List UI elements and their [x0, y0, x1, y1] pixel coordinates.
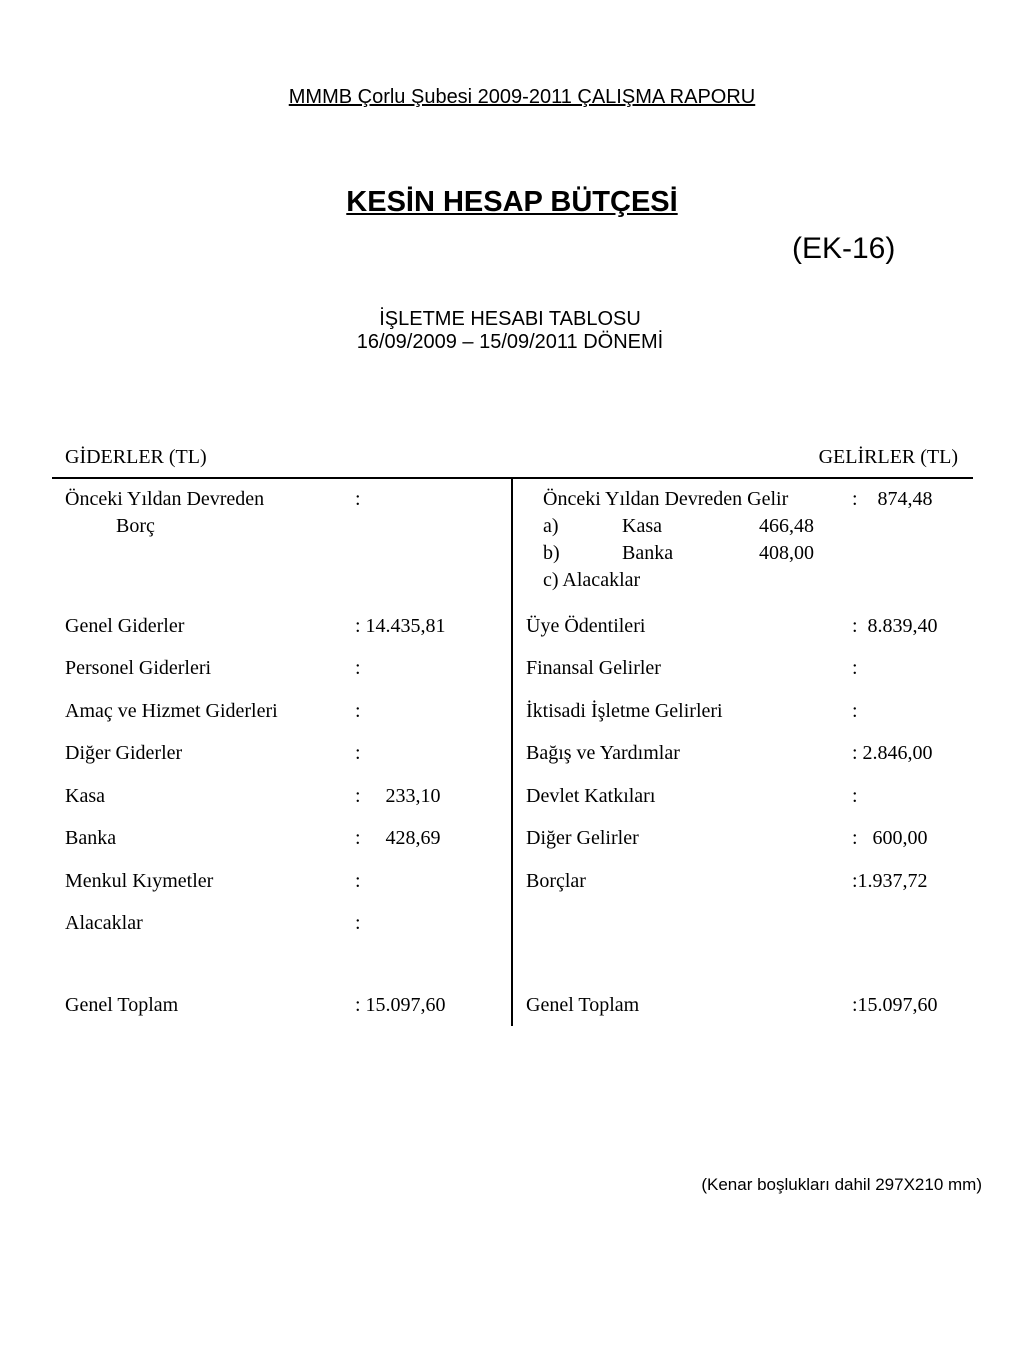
income-sub-letter: a) — [543, 515, 559, 537]
expense-row-value: : — [355, 870, 361, 892]
income-row-label: İktisadi İşletme Gelirleri — [526, 700, 723, 722]
expense-row-label: Alacaklar — [65, 912, 143, 934]
expense-carry-over-value: : — [355, 488, 361, 510]
expense-row-value: : — [355, 742, 361, 764]
expense-row-label: Amaç ve Hizmet Giderleri — [65, 700, 278, 722]
income-row-label: Devlet Katkıları — [526, 785, 656, 807]
income-sub-letter: b) — [543, 542, 560, 564]
income-total-value: :15.097,60 — [852, 994, 938, 1016]
expense-total-value: : 15.097,60 — [355, 994, 446, 1016]
income-row-value: : 2.846,00 — [852, 742, 933, 764]
table-period: 16/09/2009 – 15/09/2011 DÖNEMİ — [356, 331, 664, 353]
income-row-value: : — [852, 785, 858, 807]
income-row-label: Finansal Gelirler — [526, 657, 661, 679]
expense-row-value: : — [355, 700, 361, 722]
expense-row-value: : — [355, 912, 361, 934]
income-row-label: Üye Ödentileri — [526, 615, 646, 637]
expense-row-value: : 233,10 — [355, 785, 441, 807]
expense-row-value: : 14.435,81 — [355, 615, 446, 637]
expense-row-label: Diğer Giderler — [65, 742, 183, 764]
income-carry-over-label: Önceki Yıldan Devreden Gelir — [543, 488, 789, 510]
expense-row-label: Menkul Kıymetler — [65, 870, 214, 892]
income-heading: GELİRLER (TL) — [818, 446, 958, 468]
income-carry-over-value: : 874,48 — [852, 488, 933, 510]
income-sub-text: c) Alacaklar — [543, 569, 641, 591]
income-total-label: Genel Toplam — [526, 994, 640, 1016]
income-row-label: Borçlar — [526, 870, 586, 892]
income-row-value: : 8.839,40 — [852, 615, 938, 637]
income-row-value: : — [852, 700, 858, 722]
expense-row-label: Kasa — [65, 785, 105, 807]
income-row-value: : 600,00 — [852, 827, 928, 849]
footer-note: (Kenar boşlukları dahil 297X210 mm) — [701, 1175, 982, 1194]
expense-row-value: : — [355, 657, 361, 679]
annex-label: (EK-16) — [792, 232, 896, 265]
table-divider — [511, 478, 513, 1026]
income-sub-name: Banka — [622, 542, 674, 564]
income-sub-name: Kasa — [622, 515, 662, 537]
table-title — [0, 308, 1020, 354]
report-header: MMMB Çorlu Şubesi 2009-2011 ÇALIŞMA RAPORU — [288, 86, 756, 108]
expenses-heading: GİDERLER (TL) — [65, 446, 207, 468]
expense-row-label: Genel Giderler — [65, 615, 185, 637]
expense-row-label: Personel Giderleri — [65, 657, 212, 679]
income-row-label: Bağış ve Yardımlar — [526, 742, 680, 764]
table-title-line1: İŞLETME HESABI TABLOSU — [379, 308, 641, 330]
expense-carry-over-label-line1: Önceki Yıldan Devreden — [65, 488, 265, 510]
income-row-value: :1.937,72 — [852, 870, 928, 892]
expense-carry-over-label-line2: Borç — [116, 515, 155, 537]
expense-row-label: Banka — [65, 827, 117, 849]
document-title: KESİN HESAP BÜTÇESİ — [346, 186, 678, 218]
income-sub-amount: 466,48 — [759, 515, 814, 537]
income-row-label: Diğer Gelirler — [526, 827, 639, 849]
income-row-value: : — [852, 657, 858, 679]
expense-row-value: : 428,69 — [355, 827, 441, 849]
expense-total-label: Genel Toplam — [65, 994, 179, 1016]
income-sub-amount: 408,00 — [759, 542, 814, 564]
